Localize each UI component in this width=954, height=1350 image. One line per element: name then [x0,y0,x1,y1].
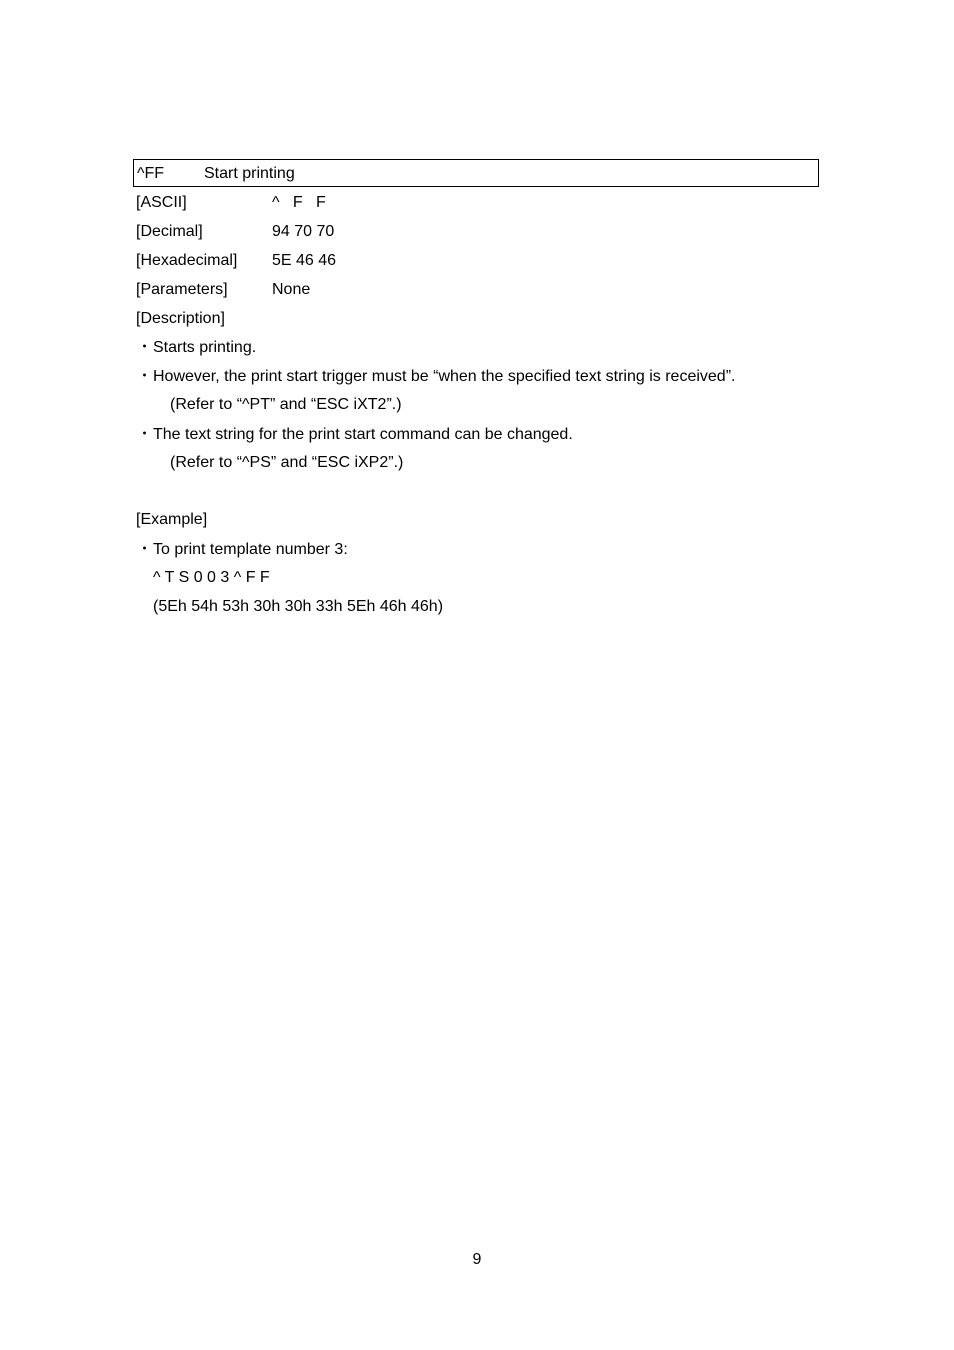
description-item [136,425,573,445]
description-item [136,338,256,358]
description-heading: [Description] [136,310,225,327]
field-value: 5E 46 46 [272,252,337,269]
field-parameters [136,280,310,300]
description-item-note: (Refer to “^PS” and “ESC iXP2”.) [170,454,404,471]
field-decimal [136,222,334,242]
description-item [136,367,735,387]
field-label: [Decimal] [136,223,203,240]
field-label: [Parameters] [136,281,228,298]
description-item-note: (Refer to “^PT” and “ESC iXT2”.) [170,396,402,413]
description-item-text: Starts printing. [153,339,257,356]
bullet-glyph: ・ [136,339,153,356]
bullet-glyph: ・ [136,368,153,385]
field-label: [ASCII] [136,194,187,211]
bullet-glyph: ・ [136,426,153,443]
field-value: ^ F F [272,194,326,211]
field-value: 94 70 70 [272,223,335,240]
command-code: ^FF [137,165,165,182]
description-item-text: The text string for the print start command can be changed. [153,426,573,443]
field-label: [Hexadecimal] [136,252,238,269]
example-heading: [Example] [136,511,208,528]
field-hexadecimal [136,251,336,271]
command-title: Start printing [204,165,295,182]
description-item-text: However, the print start trigger must be “when the specified text string is received”. [153,368,736,385]
field-ascii [136,193,326,213]
example-item [136,540,348,560]
page-number: 9 [472,1251,482,1268]
field-value: None [272,281,311,298]
bullet-glyph: ・ [136,541,153,558]
example-item-text: To print template number 3: [153,541,348,558]
example-hex: (5Eh 54h 53h 30h 30h 33h 5Eh 46h 46h) [153,598,444,615]
example-code: ^ T S 0 0 3 ^ F F [153,569,270,586]
command-title-box [133,159,819,187]
